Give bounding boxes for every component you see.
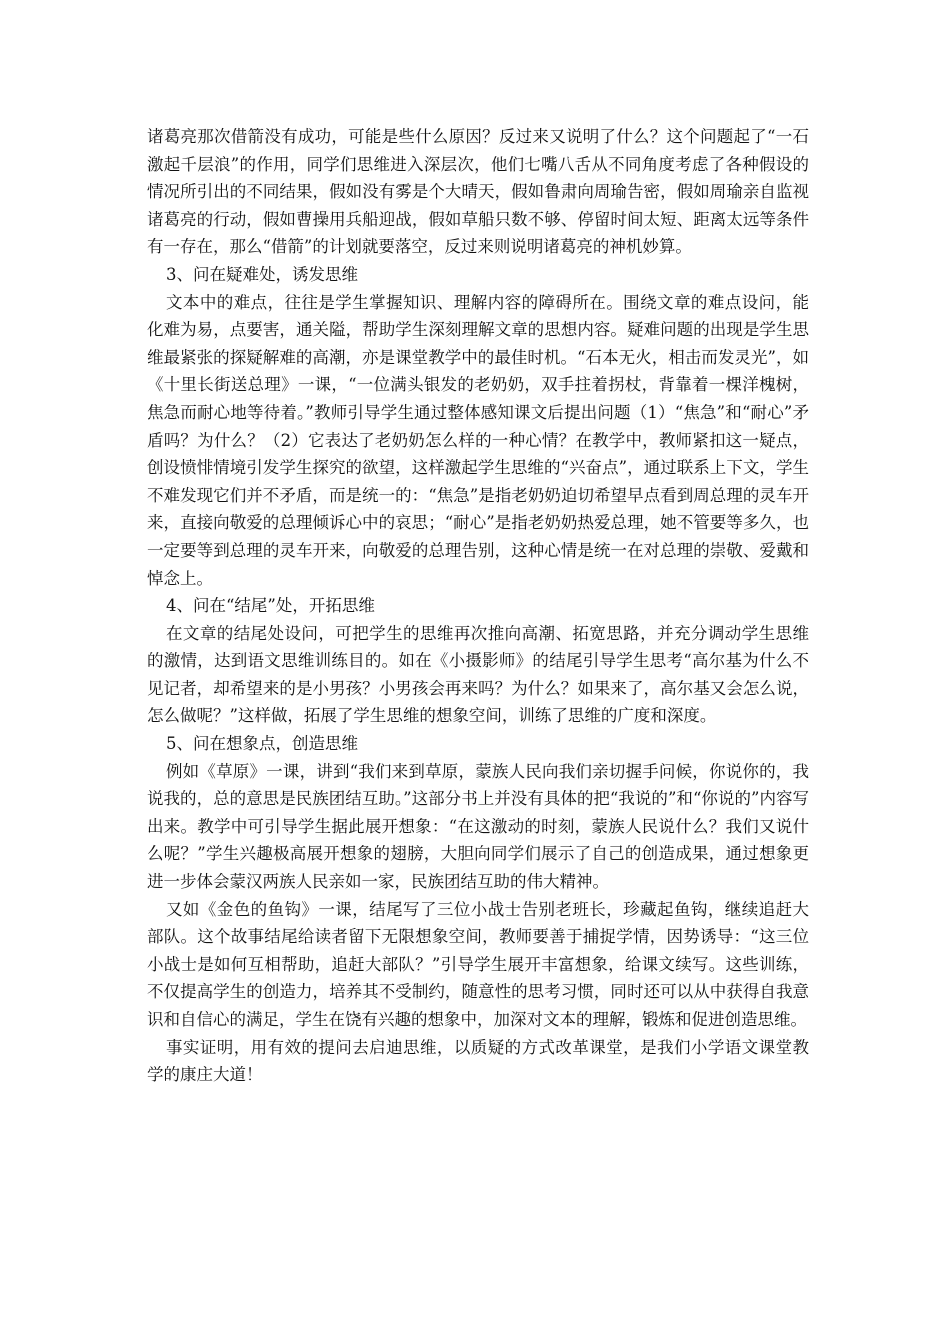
paragraph-grassland: 例如《草原》一课，讲到“我们来到草原，蒙族人民向我们亲切握手问候，你说你的，我说我的，总的意思是民族团结互助。”这部分书上并没有具体的把“我说的”和“你说的”内容写出来。教学中可引导学生据此展开想象：“在这激动的时刻，蒙族人民说什么？我们又说什么呢？”学生兴趣极高展开想象的翅膀，大胆向同学们展示了自己的创造成果，通过想象更进一步体会蒙汉两族人民亲如一家，民族团结互助的伟大精神。 — [147, 761, 809, 892]
paragraph-difficult-points: 文本中的难点，往往是学生掌握知识、理解内容的障碍所在。围绕文章的难点设问，能化难为易，点要害，通关隘，帮助学生深刻理解文章的思想内容。疑难问题的出现是学生思维最紧张的探疑解难的高潮，亦是课堂教学中的最佳时机。“石本无火，相击而发灵光”，如《十里长街送总理》一课，“一位满头银发的老奶奶，双手拄着拐杖，背靠着一棵洋槐树，焦急而耐心地等待着。”教师引导学生通过整体感知课文后提出问题（1）“焦急”和“耐心”矛盾吗？为什么？（2）它表达了老奶奶怎么样的一种心情？在教学中，教师紧扣这一疑点，创设愤悱情境引发学生探究的欲望，这样激起学生思维的“兴奋点”，通过联系上下文，学生不难发现它们并不矛盾，而是统一的：“焦急”是指老奶奶迫切希望早点看到周总理的灵车开来，直接向敬爱的总理倾诉心中的哀思；“耐心”是指老奶奶热爱总理，她不管要等多久，也一定要等到总理的灵车开来，向敬爱的总理告别，这种心情是统一在对总理的崇敬、爱戴和悼念上。 — [147, 292, 809, 588]
section-heading-4: 4、问在“结尾”处，开拓思维 — [165, 596, 375, 616]
section-heading-5: 5、问在想象点，创造思维 — [165, 734, 358, 754]
paragraph-conclusion: 事实证明，用有效的提问去启迪思维，以质疑的方式改革课堂，是我们小学语文课堂教学的康庄大道！ — [147, 1037, 809, 1085]
section-heading-3: 3、问在疑难处，诱发思维 — [165, 264, 358, 284]
document-body — [147, 123, 809, 1089]
paragraph-continuation: 诸葛亮那次借箭没有成功，可能是些什么原因？反过来又说明了什么？这个问题起了“一石激起千层浪”的作用，同学们思维进入深层次，他们七嘴八舌从不同角度考虑了各种假设的情况所引出的不同结果，假如没有雾是个大晴天，假如鲁肃向周瑜告密，假如周瑜亲自监视诸葛亮的行动，假如曹操用兵船迎战，假如草船只数不够、停留时间太短、距离太远等条件有一存在，那么“借箭”的计划就要落空，反过来则说明诸葛亮的神机妙算。 — [147, 127, 809, 257]
paragraph-golden-hook: 又如《金色的鱼钩》一课，结尾写了三位小战士告别老班长，珍藏起鱼钩，继续追赶大部队。这个故事结尾给读者留下无限想象空间，教师要善于捕捉学情，因势诱导：“这三位小战士是如何互相帮助，追赶大部队？”引导学生展开丰富想象，给课文续写。这些训练，不仅提高学生的创造力，培养其不受制约，随意性的思考习惯，同时还可以从中获得自我意识和自信心的满足，学生在饶有兴趣的想象中，加深对文本的理解，锻炼和促进创造思维。 — [147, 899, 809, 1029]
paragraph-ending: 在文章的结尾处设问，可把学生的思维再次推向高潮、拓宽思路，并充分调动学生思维的激情，达到语文思维训练目的。如在《小摄影师》的结尾引导学生思考“高尔基为什么不见记者，却希望来的是小男孩？小男孩会再来吗？为什么？如果来了，高尔基又会怎么说，怎么做呢？”这样做，拓展了学生思维的想象空间，训练了思维的广度和深度。 — [147, 623, 809, 726]
